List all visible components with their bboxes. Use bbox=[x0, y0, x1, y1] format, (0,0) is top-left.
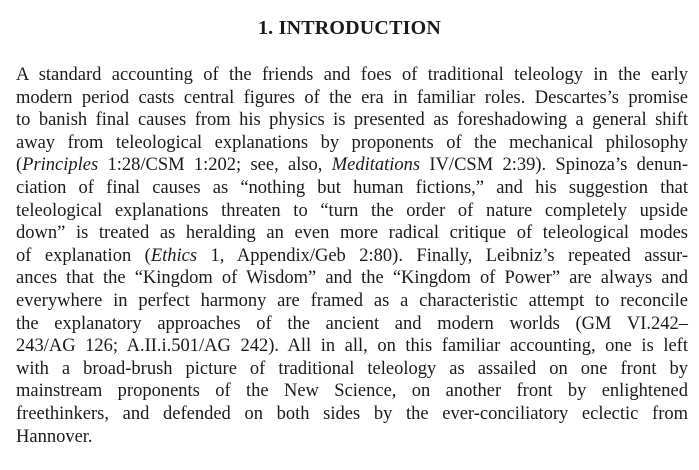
text-line bbox=[16, 313, 688, 336]
italic-title: Ethics bbox=[150, 245, 198, 266]
text-segment: the explanatory approaches of the ancient and modern worlds (GM VI.242– bbox=[16, 313, 688, 334]
text-line bbox=[16, 267, 688, 290]
text-segment: ances that the “Kingdom of Wisdom” and the “Kingdom of Power” are always and bbox=[16, 268, 688, 289]
text-line bbox=[16, 403, 688, 426]
text-segment: Hannover. bbox=[16, 426, 93, 447]
text-segment: freethinkers, and defended on both sides by the ever-conciliatory eclectic from bbox=[16, 403, 688, 424]
text-segment: 1, Appendix/Geb 2:80). Finally, Leibniz’s repeated assur- bbox=[197, 245, 689, 266]
text-line bbox=[16, 177, 688, 200]
text-line bbox=[16, 87, 688, 110]
text-segment: ciation of final causes as “nothing but human fictions,” and his suggestion that bbox=[16, 177, 688, 198]
text-segment: ( bbox=[16, 155, 23, 176]
text-line bbox=[16, 380, 688, 403]
italic-title: Principles bbox=[22, 155, 99, 176]
text-line bbox=[16, 154, 688, 177]
text-segment: 1:28/CSM 1:202; see, also, bbox=[98, 155, 332, 176]
text-segment: of explanation ( bbox=[16, 245, 151, 266]
body-paragraph bbox=[16, 64, 688, 448]
text-segment: away from teleological explanations by proponents of the mechanical philosophy bbox=[16, 132, 688, 153]
text-line bbox=[16, 222, 688, 245]
text-segment: with a broad-brush picture of traditional teleology as assailed on one front by bbox=[16, 358, 688, 379]
text-segment: A standard accounting of the friends and foes of traditional teleology in the early bbox=[16, 65, 688, 85]
text-line bbox=[16, 132, 688, 155]
text-segment: down” is treated as heralding an even more radical critique of teleological modes bbox=[16, 223, 688, 244]
text-line bbox=[16, 358, 688, 381]
text-line bbox=[16, 290, 688, 313]
text-segment: IV/CSM 2:39). Spinoza’s denun- bbox=[420, 155, 689, 176]
text-segment: teleological explanations threaten to “turn the order of nature completely upside bbox=[16, 200, 688, 221]
text-line bbox=[16, 426, 688, 449]
text-line bbox=[16, 335, 688, 358]
text-segment: 243/AG 126; A.II.i.501/AG 242). All in all, on this familiar accounting, one is left bbox=[16, 336, 688, 357]
text-segment: everywhere in perfect harmony are framed as a characteristic attempt to reconcile bbox=[16, 290, 688, 311]
section-heading: 1. INTRODUCTION bbox=[257, 17, 442, 39]
text-line bbox=[16, 200, 688, 223]
text-line bbox=[16, 109, 688, 132]
text-line bbox=[16, 245, 688, 268]
italic-title: Meditations bbox=[331, 155, 421, 176]
text-segment: mainstream proponents of the New Science, on another front by enlightened bbox=[16, 381, 688, 402]
text-line bbox=[16, 64, 688, 87]
text-segment: to banish final causes from his physics is presented as foreshadowing a general shift bbox=[16, 110, 688, 131]
text-segment: modern period casts central figures of the era in familiar roles. Descartes’s promise bbox=[16, 87, 688, 108]
